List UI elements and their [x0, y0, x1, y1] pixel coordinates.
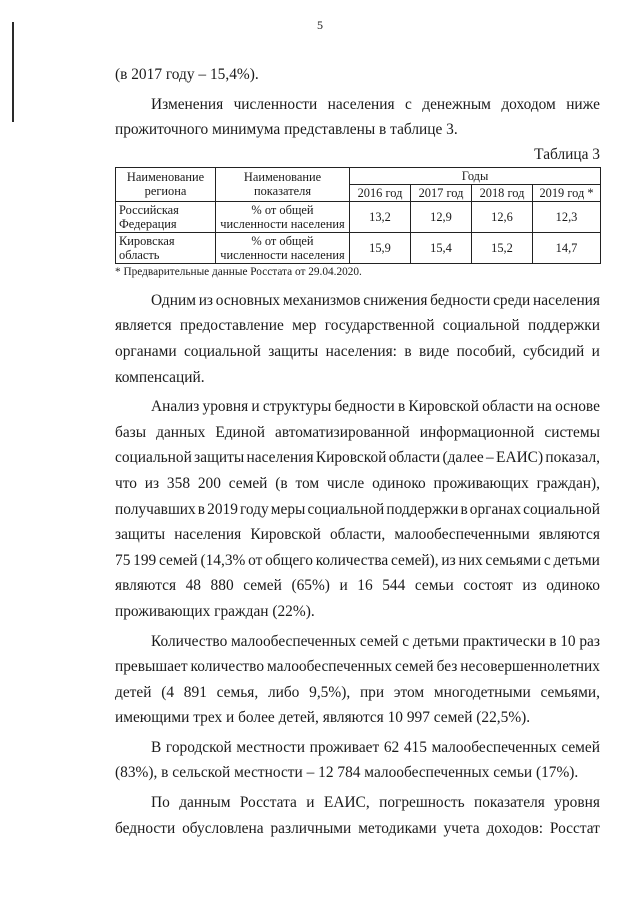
- value-cell: 13,2: [350, 201, 411, 232]
- paragraph: [115, 790, 600, 841]
- paragraph: [115, 735, 600, 786]
- value-cell: 15,2: [472, 232, 533, 263]
- justified-line: является предоставление мер государственной социальной поддержки: [115, 317, 600, 335]
- indicator-cell: % от общей численности населения: [216, 201, 350, 232]
- poverty-table: [115, 167, 601, 264]
- year-header: 2019 год *: [533, 184, 601, 201]
- justified-line: являются 48 880 семей (65%) и 16 544 семьи состоят из одиноко: [115, 577, 600, 595]
- text-line: проживающих граждан (22%).: [115, 602, 315, 620]
- value-cell: 12,6: [472, 201, 533, 232]
- indicator-cell: % от общей численности населения: [216, 232, 350, 263]
- paragraph: [115, 394, 600, 624]
- header-indicator: Наименование показателя: [216, 167, 350, 201]
- justified-line: Изменения численности населения с денежным доходом ниже: [151, 95, 600, 113]
- text-line: (83%), в сельской местности – 12 784 малообеспеченных семьи (17%).: [115, 764, 579, 782]
- page-number: 5: [317, 18, 323, 32]
- year-header: 2016 год: [350, 184, 411, 201]
- value-cell: 15,4: [411, 232, 472, 263]
- justified-line: базы данных Единой автоматизированной информационной системы: [115, 423, 600, 441]
- header-years: Годы: [350, 167, 601, 184]
- region-cell: Кировская область: [116, 232, 216, 263]
- header-region: Наименование региона: [116, 167, 216, 201]
- table-caption: Таблица 3: [534, 145, 600, 163]
- justified-line: 75 199 семей (14,3% от общего количества семей), из них семьями с детьми: [115, 551, 600, 569]
- justified-line: получавших в 2019 году меры социальной поддержки в органах социальной: [115, 500, 600, 518]
- year-header: 2018 год: [472, 184, 533, 201]
- justified-line: Анализ уровня и структуры бедности в Кировской области на основе: [151, 398, 600, 416]
- value-cell: 12,9: [411, 201, 472, 232]
- value-cell: 15,9: [350, 232, 411, 263]
- justified-line: бедности обусловлена различными методиками учета доходов: Росстат: [115, 819, 600, 837]
- justified-line: защиты населения Кировской области, малообеспеченными являются: [115, 526, 600, 544]
- paragraph: [115, 288, 600, 390]
- justified-line: превышает количество малообеспеченных семей без несовершеннолетних: [115, 658, 600, 676]
- value-cell: 14,7: [533, 232, 601, 263]
- text-line: имеющими трех и более детей, являются 10 997 семей (22,5%).: [115, 709, 531, 727]
- justified-line: детей (4 891 семья, либо 9,5%), при этом многодетными семьями,: [115, 683, 600, 701]
- justified-line: Количество малообеспеченных семей с детьми практически в 10 раз: [151, 632, 600, 650]
- text-line: прожиточного минимума представлены в таблице 3.: [115, 121, 458, 139]
- table-row: [116, 232, 601, 263]
- justified-line: органами социальной защиты населения: в виде пособий, субсидий и: [115, 342, 600, 360]
- table-row: [116, 201, 601, 232]
- region-cell: Российская Федерация: [116, 201, 216, 232]
- justified-line: В городской местности проживает 62 415 малообеспеченных семей: [151, 738, 600, 756]
- value-cell: 12,3: [533, 201, 601, 232]
- binding-edge-mark: [12, 22, 14, 122]
- justified-line: что из 358 200 семей (в том числе одиноко проживающих граждан),: [115, 474, 600, 492]
- text-line: компенсаций.: [115, 368, 205, 386]
- table-footnote: * Предварительные данные Росстата от 29.04.2020.: [115, 265, 362, 278]
- text-line: (в 2017 году – 15,4%).: [115, 66, 259, 83]
- justified-line: По данным Росстата и ЕАИС, погрешность показателя уровня: [151, 794, 600, 812]
- document-body: [115, 62, 600, 841]
- justified-line: социальной защиты населения Кировской области (далее – ЕАИС) показал,: [115, 449, 600, 467]
- justified-line: Одним из основных механизмов снижения бедности среди населения: [151, 291, 600, 309]
- paragraph: [115, 629, 600, 731]
- year-header: 2017 год: [411, 184, 472, 201]
